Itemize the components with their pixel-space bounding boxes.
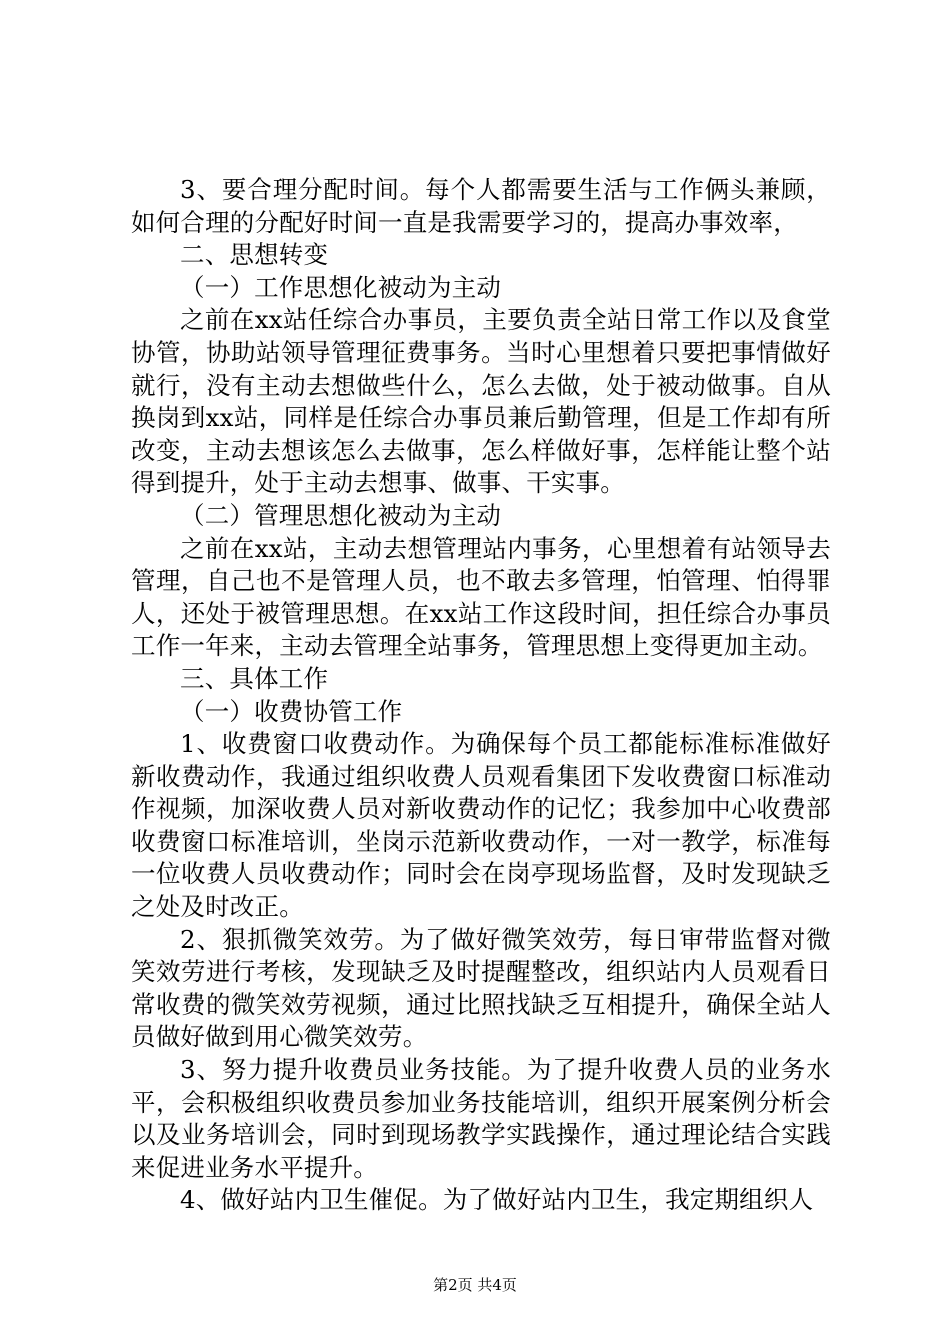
paragraph-skill-improvement: 3、努力提升收费员业务技能。为了提升收费人员的业务水平，会积极组织收费员参加业务技能培训，组织开展案例分析会以及业务培训会，同时到现场教学实践操作，通过理论结合实践来促进业务水平提升。 — [131, 1055, 831, 1182]
heading-thought-change: 二、思想转变 — [180, 240, 329, 270]
paragraph-toll-window: 1、收费窗口收费动作。为确保每个员工都能标准标准做好新收费动作，我通过组织收费人员观看集团下发收费窗口标准动作视频，加深收费人员对新收费动作的记忆；我参加中心收费部收费窗口标准培训，坐岗示范新收费动作，一对一教学，标准每一位收费人员收费动作；同时会在岗亭现场监督，及时发现缺乏之处及时改正。 — [131, 729, 831, 922]
paragraph-smile-service: 2、狠抓微笑效劳。为了做好微笑效劳，每日审带监督对微笑效劳进行考核，发现缺乏及时提醒整改，组织站内人员观看日常收费的微笑效劳视频，通过比照找缺乏互相提升，确保全站人员做好做到用心微笑效劳。 — [131, 924, 831, 1052]
subheading-management-thinking: （二）管理思想化被动为主动 — [180, 500, 502, 530]
paragraph-work-thinking: 之前在xx站任综合办事员，主要负责全站日常工作以及食堂协管，协助站领导管理征费事务。当时心里想着只要把事情做好就行，没有主动去想做些什么，怎么去做，处于被动做事。自从换岗到xx站，同样是任综合办事员兼后勤管理，但是工作却有所改变，主动去想该怎么去做事，怎么样做好事，怎样能让整个站得到提升，处于主动去想事、做事、干实事。 — [131, 305, 831, 498]
heading-specific-work: 三、具体工作 — [180, 663, 329, 693]
paragraph-management-thinking: 之前在xx站，主动去想管理站内事务，心里想着有站领导去管理，自己也不是管理人员，也不敢去多管理，怕管理、怕得罪人，还处于被管理思想。在xx站工作这段时间，担任综合办事员工作一年来，主动去管理全站事务，管理思想上变得更加主动。 — [131, 533, 831, 661]
paragraph-time-management: 3、要合理分配时间。每个人都需要生活与工作俩头兼顾，如何合理的分配好时间一直是我需要学习的，提高办事效率， — [131, 175, 831, 237]
subheading-toll-assist: （一）收费协管工作 — [180, 696, 403, 726]
paragraph-hygiene: 4、做好站内卫生催促。为了做好站内卫生，我定期组织人 — [180, 1185, 814, 1215]
page-number-footer: 第2页 共4页 — [433, 1276, 517, 1294]
document-body — [131, 174, 831, 1217]
subheading-work-thinking: （一）工作思想化被动为主动 — [180, 272, 502, 302]
